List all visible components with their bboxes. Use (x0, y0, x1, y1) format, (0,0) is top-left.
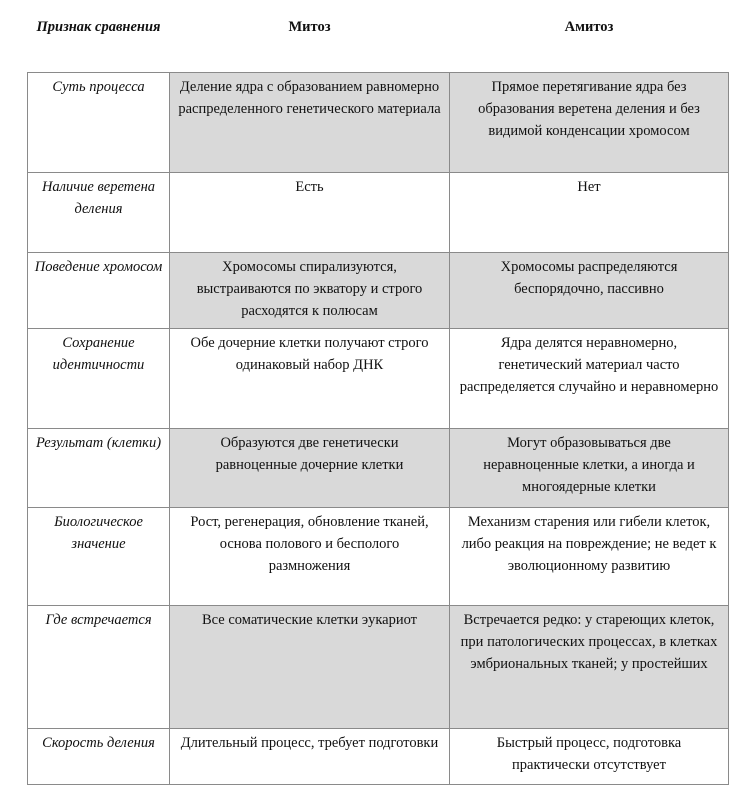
table-body (28, 72, 729, 784)
row-mitosis-value: Длительный процесс, требует подготовки (170, 728, 450, 784)
table-row (28, 728, 729, 784)
row-mitosis-value: Есть (170, 172, 450, 252)
row-feature: Суть процесса (28, 72, 170, 172)
row-amitosis-value: Встречается редко: у стареющих клеток, при патологических процессах, в клетках эмбриональных тканей; у простейших (450, 605, 729, 728)
table-row (28, 328, 729, 428)
row-amitosis-value: Ядра делятся неравномерно, генетический материал часто распределяется случайно и неравномерно (450, 328, 729, 428)
row-feature: Где встречается (28, 605, 170, 728)
row-amitosis-value: Хромосомы распределяются беспорядочно, пассивно (450, 252, 729, 328)
row-mitosis-value: Рост, регенерация, обновление тканей, основа полового и бесполого размножения (170, 507, 450, 605)
row-mitosis-value: Образуются две генетически равноценные дочерние клетки (170, 428, 450, 507)
row-feature: Результат (клетки) (28, 428, 170, 507)
table-row (28, 172, 729, 252)
row-mitosis-value: Деление ядра с образованием равномерно распределенного генетического материала (170, 72, 450, 172)
row-amitosis-value: Прямое перетягивание ядра без образования веретена деления и без видимой конденсации хромосом (450, 72, 729, 172)
row-feature: Сохранение идентичности (28, 328, 170, 428)
comparison-table (27, 2, 729, 785)
row-amitosis-value: Нет (450, 172, 729, 252)
header-amitosis: Амитоз (450, 2, 729, 72)
row-amitosis-value: Быстрый процесс, подготовка практически отсутствует (450, 728, 729, 784)
table-row (28, 72, 729, 172)
table-row (28, 605, 729, 728)
table-header (28, 2, 729, 72)
row-feature: Поведение хромосом (28, 252, 170, 328)
row-feature: Биологическое значение (28, 507, 170, 605)
row-amitosis-value: Могут образовываться две неравноценные клетки, а иногда и многоядерные клетки (450, 428, 729, 507)
row-amitosis-value: Механизм старения или гибели клеток, либо реакция на повреждение; не ведет к эволюционному развитию (450, 507, 729, 605)
row-feature: Наличие веретена деления (28, 172, 170, 252)
table-row (28, 507, 729, 605)
table-row (28, 428, 729, 507)
header-row (28, 2, 729, 72)
header-feature: Признак сравнения (28, 2, 170, 72)
row-feature: Скорость деления (28, 728, 170, 784)
row-mitosis-value: Хромосомы спирализуются, выстраиваются по экватору и строго расходятся к полюсам (170, 252, 450, 328)
row-mitosis-value: Обе дочерние клетки получают строго одинаковый набор ДНК (170, 328, 450, 428)
table-row (28, 252, 729, 328)
row-mitosis-value: Все соматические клетки эукариот (170, 605, 450, 728)
header-mitosis: Митоз (170, 2, 450, 72)
